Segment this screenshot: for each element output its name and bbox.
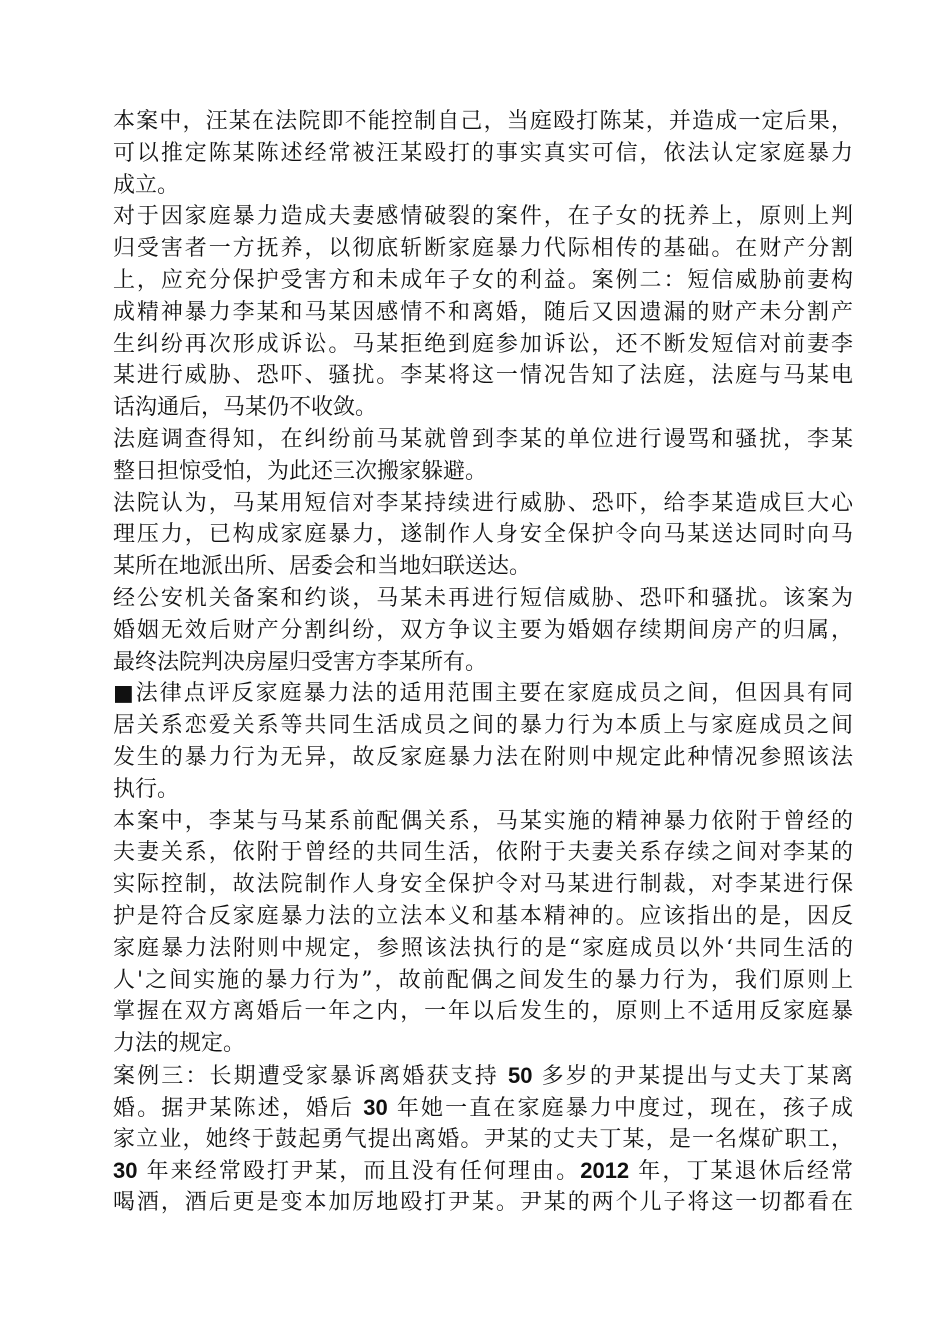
text-line: 婚姻无效后财产分割纠纷，双方争议主要为婚姻存续期间房产的归属， xyxy=(113,617,853,643)
text-line: 最终法院判决房屋归受害方李某所有。 xyxy=(113,649,488,675)
text-line: 上，应充分保护受害方和未成年子女的利益。案例二：短信威胁前妻构 xyxy=(113,267,853,293)
text-line: 护是符合反家庭暴力法的立法本义和基本精神的。应该指出的是，因反 xyxy=(113,903,853,929)
text-line: 成精神暴力李某和马某因感情不和离婚，随后又因遗漏的财产未分割产 xyxy=(113,299,853,325)
text-line: 生纠纷再次形成诉讼。马某拒绝到庭参加诉讼，还不断发短信对前妻李 xyxy=(113,331,853,357)
text-line: 居关系恋爱关系等共同生活成员之间的暴力行为本质上与家庭成员之间 xyxy=(113,713,853,739)
text-line: 可以推定陈某陈述经常被汪某殴打的事实真实可信，依法认定家庭暴力 xyxy=(113,140,853,166)
text-line: 力法的规定。 xyxy=(113,1031,246,1057)
text-line: 某所在地派出所、居委会和当地妇联送达。 xyxy=(113,554,532,580)
text-line: 夫妻关系，依附于曾经的共同生活，依附于夫妻关系存续之间对李某的 xyxy=(113,840,853,866)
text-line: 归受害者一方抚养，以彻底斩断家庭暴力代际相传的基础。在财产分割 xyxy=(113,236,853,262)
text-line: 人'之间实施的暴力行为”，故前配偶之间发生的暴力行为，我们原则上 xyxy=(113,967,853,993)
text-line: 案例三：长期遭受家暴诉离婚获支持 50 多岁的尹某提出与丈夫丁某离 xyxy=(113,1062,854,1089)
text-line: 实际控制，故法院制作人身安全保护令对马某进行制裁，对李某进行保 xyxy=(113,872,853,898)
text-line: 经公安机关备案和约谈，马某未再进行短信威胁、恐吓和骚扰。该案为 xyxy=(113,585,853,611)
number-text: 30 xyxy=(113,1158,138,1184)
text-line: 理压力，已构成家庭暴力，遂制作人身安全保护令向马某送达同时向马 xyxy=(113,522,853,548)
text-line: 法庭调查得知，在纠纷前马某就曾到李某的单位进行谩骂和骚扰，李某 xyxy=(113,426,853,452)
text-line: 整日担惊受怕，为此还三次搬家躲避。 xyxy=(113,458,488,484)
text-line: 法院认为，马某用短信对李某持续进行威胁、恐吓，给李某造成巨大心 xyxy=(113,490,853,516)
text-line: 本案中，汪某在法院即不能控制自己，当庭殴打陈某，并造成一定后果， xyxy=(113,109,853,134)
text-line: 执行。 xyxy=(113,776,180,802)
text-line: 喝酒，酒后更是变本加厉地殴打尹某。尹某的两个儿子将这一切都看在 xyxy=(113,1190,853,1216)
text-line: 发生的暴力行为无异，故反家庭暴力法在附则中规定此种情况参照该法 xyxy=(113,744,853,770)
text-line: 婚。据尹某陈述，婚后 30 年她一直在家庭暴力中度过，现在，孩子成 xyxy=(113,1094,854,1121)
number-text: 50 xyxy=(508,1062,533,1088)
text-line: 话沟通后，马某仍不收敛。 xyxy=(113,395,378,421)
text-line: 成立。 xyxy=(113,172,180,198)
text-line: 家立业，她终于鼓起勇气提出离婚。尹某的丈夫丁某，是一名煤矿职工， xyxy=(113,1126,853,1152)
text-line: 掌握在双方离婚后一年之内，一年以后发生的，原则上不适用反家庭暴 xyxy=(113,999,853,1025)
document-body xyxy=(113,106,853,1219)
text-line: ■法律点评反家庭暴力法的适用范围主要在家庭成员之间，但因具有同 xyxy=(113,681,853,707)
number-text: 30 xyxy=(363,1094,388,1120)
number-text: 2012 xyxy=(580,1158,630,1184)
text-line: 对于因家庭暴力造成夫妻感情破裂的案件，在子女的抚养上，原则上判 xyxy=(113,204,853,230)
text-line: 本案中，李某与马某系前配偶关系，马某实施的精神暴力依附于曾经的 xyxy=(113,808,853,834)
text-line: 30 年来经常殴打尹某，而且没有任何理由。2012 年，丁某退休后经常 xyxy=(113,1158,853,1185)
text-line: 家庭暴力法附则中规定，参照该法执行的是“家庭成员以外‘共同生活的 xyxy=(113,935,853,961)
text-line: 某进行威胁、恐吓、骚扰。李某将这一情况告知了法庭，法庭与马某电 xyxy=(113,363,853,389)
